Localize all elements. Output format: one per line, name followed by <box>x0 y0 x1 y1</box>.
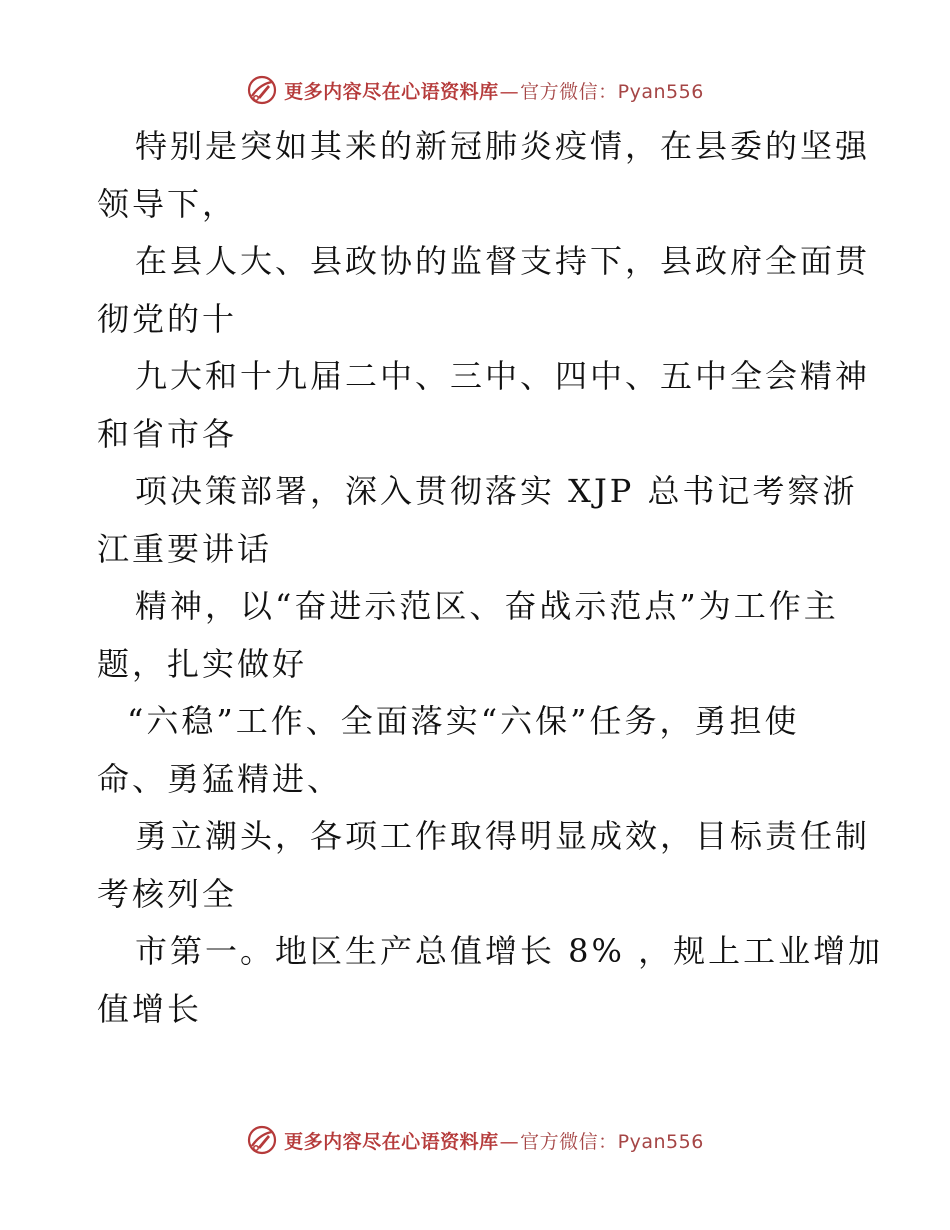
body-line: 在县人大、县政协的监督支持下，县政府全面贯 <box>135 242 871 280</box>
body-line: 市第一。地区生产总值增长 8% ，规上工业增加 <box>135 932 884 970</box>
body-line: 精神，以“奋进示范区、奋战示范点”为工作主 <box>135 587 839 625</box>
document-body <box>97 118 884 1038</box>
body-line: 江重要讲话 <box>97 529 273 568</box>
body-line: 值增长 <box>97 989 203 1028</box>
body-line: 和省市各 <box>97 414 238 453</box>
body-line: 命、勇猛精进、 <box>97 759 343 798</box>
body-line: “六稳”工作、全面落实“六保”任务，勇担使 <box>127 702 800 740</box>
footer-text <box>284 1127 704 1154</box>
footer-banner <box>0 1120 950 1160</box>
header-site-text: 更多内容尽在心语资料库 <box>284 80 499 103</box>
body-line: 项决策部署，深入贯彻落实 XJP 总书记考察浙 <box>135 472 858 510</box>
body-line: 题，扎实做好 <box>97 644 308 683</box>
pen-logo-icon <box>246 74 278 106</box>
footer-site-text: 更多内容尽在心语资料库 <box>284 1130 499 1153</box>
body-line: 领导下， <box>97 184 238 223</box>
header-text <box>284 77 704 104</box>
body-line: 勇立潮头，各项工作取得明显成效，目标责任制 <box>135 817 871 855</box>
body-line: 九大和十九届二中、三中、四中、五中全会精神 <box>135 357 871 395</box>
body-line: 考核列全 <box>97 874 238 913</box>
footer-wechat-text: 官方微信：Pyan556 <box>520 1130 704 1153</box>
header-banner <box>0 70 950 110</box>
header-separator: — <box>499 80 520 103</box>
body-line: 特别是突如其来的新冠肺炎疫情，在县委的坚强 <box>135 127 871 165</box>
footer-separator: — <box>499 1130 520 1153</box>
body-line: 彻党的十 <box>97 299 238 338</box>
header-wechat-text: 官方微信：Pyan556 <box>520 80 704 103</box>
pen-logo-icon <box>246 1124 278 1156</box>
